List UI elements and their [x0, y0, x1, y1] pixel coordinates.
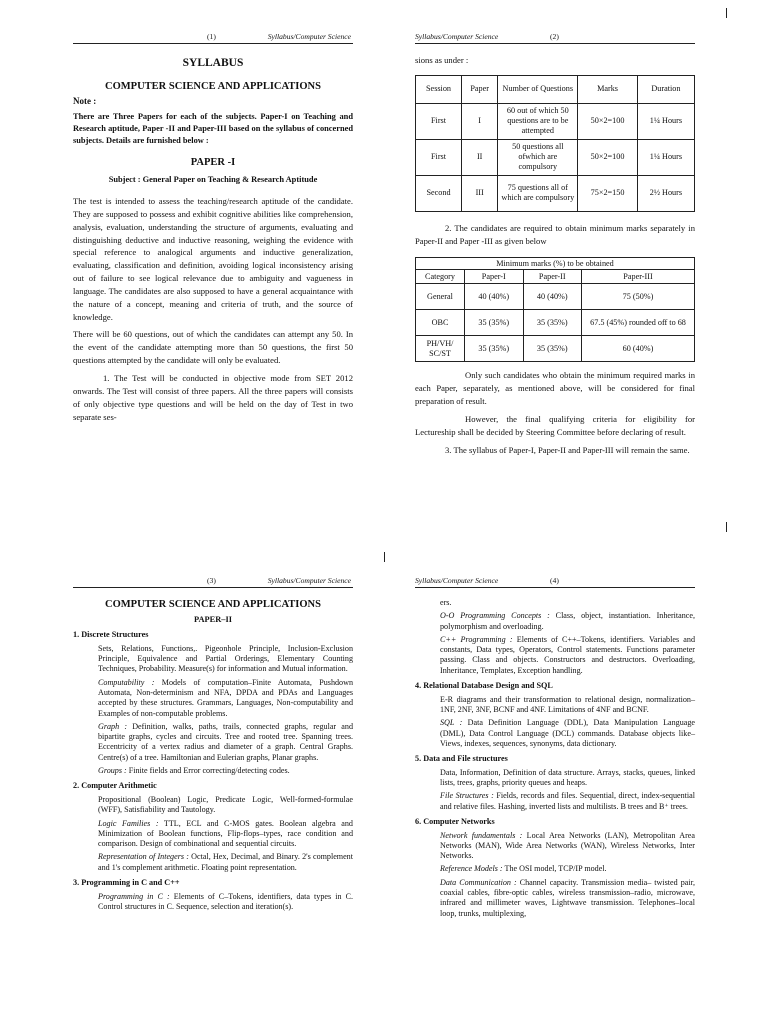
topic-text: Class, object, instantiation. Inheritance, polymorphism and overloading.	[440, 611, 695, 631]
section-text: Sets, Relations, Functions,. Pigeonhole Principle, Inclusion-Exclusion Principle, Equivalence and Partial Orderings, Elementary Counting Techniques, Probability. Measure(s) for information and Mutual information.	[98, 643, 353, 674]
topic-text: Elements of C–Tokens, identifiers, data types in C. Control structures in C. Sequence, selection and iteration(s).	[98, 891, 353, 911]
topic-text: Elements of C++–Tokens, identifiers. Variables and constants, Data types, Operators, Control statements. Functions parameter passing. Class and objects. Constructors and destructors. Overloading, Inheritance, Templates, Exception handling.	[440, 634, 695, 675]
topic-text: Octal, Hex, Decimal, and Binary. 2's complement and 1's complement arithmetic. Floating point representation.	[98, 852, 353, 872]
table-cell: II	[462, 139, 498, 175]
table-row	[416, 103, 695, 139]
topic-label: O-O Programming Concepts :	[440, 611, 550, 621]
crop-mark	[384, 552, 385, 562]
table-header: Paper-I	[465, 270, 524, 284]
table-header: Marks	[578, 75, 638, 103]
page-number: (2)	[550, 32, 559, 41]
table-row	[416, 336, 695, 362]
topic-text: The OSI model, TCP/IP model.	[502, 864, 607, 874]
table-cell: 60 out of which 50 questions are to be attempted	[498, 103, 578, 139]
section-text	[440, 718, 695, 749]
table-row	[416, 175, 695, 211]
topic-label: Network fundamentals :	[440, 830, 523, 840]
topic-label: Groups :	[98, 766, 127, 776]
table-cell: 35 (35%)	[523, 336, 582, 362]
topic-text: TTL, ECL and C-MOS gates. Boolean algebra and Minimization of Boolean functions, Flip-flops–types, race condition and comparison. Design of combinational and sequential circuits.	[98, 818, 353, 849]
table-header: Category	[416, 270, 465, 284]
table-cell: 60 (40%)	[582, 336, 695, 362]
section-text	[98, 819, 353, 850]
table-cell: 40 (40%)	[523, 284, 582, 310]
table-cell: 40 (40%)	[465, 284, 524, 310]
table-header: Paper-III	[582, 270, 695, 284]
intro-text: sions as under :	[415, 55, 469, 65]
table-row	[416, 310, 695, 336]
table-cell: 50 questions all ofwhich are compulsory	[498, 139, 578, 175]
header-title: Syllabus/Computer Science	[415, 32, 499, 41]
paragraph: There will be 60 questions, out of which the candidates can attempt any 50. In the event of the candidate attempting more than 50 questions, the first 50 questions attempted by the candidate will only be evaluated.	[73, 328, 353, 365]
paragraph: Only such candidates who obtain the minimum required marks in each Paper, separately, as mentioned above, will be considered for final preparation of result.	[415, 370, 695, 407]
section-text: ers.	[440, 598, 452, 607]
table-cell: 1¼ Hours	[637, 139, 694, 175]
crop-mark	[726, 522, 727, 532]
session-table	[415, 75, 695, 212]
topic-text: Models of computation–Finite Automata, Pushdown Automata, Non-determinism and NFA, DPDA and PDAs and Languages accepted by these structures. Grammars, Languages, Non-computability and Examples of non-computable problems.	[98, 677, 353, 718]
table-cell: 35 (35%)	[465, 336, 524, 362]
topic-label: Data Communication :	[440, 877, 517, 887]
paragraph: 1. The Test will be conducted in objective mode from SET 2012 onwards. The Test will consist of three papers. All the three papers will consists of only objective type questions and will be held on the day of Test in two separate ses-	[73, 372, 353, 422]
table-cell: 1¼ Hours	[637, 103, 694, 139]
table-cell: 67.5 (45%) rounded off to 68	[582, 310, 695, 336]
table-cell: 50×2=100	[578, 103, 638, 139]
topic-label: Representation of Integers :	[98, 852, 189, 862]
page-header	[73, 30, 353, 44]
table-cell: 75×2=150	[578, 175, 638, 211]
crop-mark	[726, 8, 727, 18]
subject-line: Subject : General Paper on Teaching & Research Aptitude	[108, 175, 318, 185]
header-title: Syllabus/Computer Science	[267, 576, 351, 585]
topic-label: C++ Programming :	[440, 634, 513, 644]
table-cell: 2½ Hours	[637, 175, 694, 211]
table-cell: 35 (35%)	[523, 310, 582, 336]
minimum-marks-table	[415, 257, 695, 363]
table-header: Duration	[637, 75, 694, 103]
section-text	[98, 722, 353, 763]
topic-label: Logic Families :	[98, 818, 159, 828]
section-text: Data, Information, Definition of data structure. Arrays, stacks, queues, linked lists, trees, graphs, priority queues and heaps.	[440, 767, 695, 788]
header-title: Syllabus/Computer Science	[415, 576, 499, 585]
page-header	[73, 574, 353, 588]
table-caption: Minimum marks (%) to be obtained	[416, 257, 695, 270]
topic-text: Definition, walks, paths, trails, connected graphs, regular and bipartite graphs, cycles and circuits. Tree and rooted tree. Spanning trees. Eccentricity of a vertex radius and diameter of a graph. Central Graphs. Centre(s) of a tree. Hamiltonian and Eulerian graphs, Planar graphs.	[98, 721, 353, 762]
note-label: Note :	[73, 96, 97, 107]
paragraph: 2. The candidates are required to obtain minimum marks separately in Paper-II and Paper -III as given below	[415, 222, 695, 246]
section-title: 6. Computer Networks	[415, 816, 495, 826]
section-title: 3. Programming in C and C++	[73, 878, 180, 888]
note-text: There are Three Papers for each of the subjects. Paper-I on Teaching and Research aptitude, Paper -II and Paper-III based on the syllabus of concerned subjects. Details are furnished below :	[73, 111, 353, 146]
topic-text: Fields, records and files. Sequential, direct, index-sequential and relative files. Hashing, inverted lists and multilists. B trees and B⁺ trees.	[440, 791, 695, 811]
section-text	[440, 864, 695, 874]
subject-title: COMPUTER SCIENCE AND APPLICATIONS	[105, 80, 321, 92]
section-text	[440, 878, 695, 919]
topic-label: Computability :	[98, 677, 155, 687]
section-text	[98, 766, 353, 776]
table-cell: III	[462, 175, 498, 211]
page-header	[415, 574, 695, 588]
page-number: (1)	[207, 32, 216, 41]
paper-heading: PAPER -I	[190, 156, 236, 168]
table-row	[416, 139, 695, 175]
topic-label: File Structures :	[440, 791, 494, 801]
table-cell: OBC	[416, 310, 465, 336]
topic-text: Data Definition Language (DDL), Data Manipulation Language (DML), Data Control Language (DCL) commands. Database objects like– Views, indexes, sequences, synonyms, data dictionary.	[440, 718, 696, 748]
topic-text: Channel capacity. Transmission media– twisted pair, coaxial cables, fibre-optic cables, wireless transmission–radio, microwave, infrared and millimeter waves, Lightwave transmission. Telephones–local loop, trunks, multiplexing,	[440, 877, 695, 918]
section-text	[98, 852, 353, 873]
table-row	[416, 284, 695, 310]
page-header	[415, 30, 695, 44]
section-text: E-R diagrams and their transformation to relational design, normalization– 1NF, 2NF, 3NF, BCNF and 4NF. Limitations of 4NF and BCNF.	[440, 694, 695, 714]
subject-title: COMPUTER SCIENCE AND APPLICATIONS	[105, 599, 321, 610]
topic-label: Reference Models :	[440, 864, 503, 874]
table-cell: 75 (50%)	[582, 284, 695, 310]
topic-label: Graph :	[98, 721, 128, 731]
topic-text: Local Area Networks (LAN), Metropolitan Area Networks (MAN), Wide Area Networks (WAN), Wireless Networks, Inter Networks.	[440, 830, 695, 861]
table-cell: 75 questions all of which are compulsory	[498, 175, 578, 211]
table-cell: 50×2=100	[578, 139, 638, 175]
table-header: Number of Questions	[498, 75, 578, 103]
page-number: (4)	[550, 576, 559, 585]
section-text	[98, 678, 353, 719]
table-cell: PH/VH/ SC/ST	[416, 336, 465, 362]
section-title: 2. Computer Arithmetic	[73, 781, 157, 791]
table-cell: Second	[416, 175, 462, 211]
table-header: Paper	[462, 75, 498, 103]
table-header: Session	[416, 75, 462, 103]
paragraph: The test is intended to assess the teaching/research aptitude of the candidate. They are supposed to possess and exhibit cognitive abilities like comprehension, analysis, evaluation, understanding the structure of arguments, evaluating and distinguishing deductive and inductive reasoning, weighing the evidence with special reference to analogical arguments and inductive generalization, evaluating, classification and definition, avoiding logical inconsistency arising out of failure to see logical relevance due to ambiguity and vagueness in language. The candidates are also supposed to have a general acquaintance with the nature of a concept, meaning and criteria of truth, and the source of knowledge.	[73, 195, 353, 323]
header-title: Syllabus/Computer Science	[267, 32, 351, 41]
table-cell: First	[416, 139, 462, 175]
paragraph: 3. The syllabus of Paper-I, Paper-II and Paper-III will remain the same.	[445, 445, 690, 456]
section-text: Propositional (Boolean) Logic, Predicate Logic, Well-formed-formulae (WFF), Satisfiability and Tautology.	[98, 794, 353, 815]
syllabus-title: SYLLABUS	[182, 57, 244, 69]
table-cell: 35 (35%)	[465, 310, 524, 336]
topic-text: Finite fields and Error correcting/detecting codes.	[126, 766, 290, 776]
section-text	[440, 831, 695, 862]
table-cell: I	[462, 103, 498, 139]
section-text	[440, 635, 695, 676]
section-title: 4. Relational Database Design and SQL	[415, 681, 553, 691]
page-number: (3)	[207, 576, 216, 585]
paragraph: However, the final qualifying criteria for eligibility for Lectureship shall be decided by Steering Committee before declaring of result.	[415, 414, 695, 438]
section-text	[440, 611, 695, 632]
section-text	[440, 791, 695, 812]
section-title: 5. Data and File structures	[415, 754, 508, 764]
section-title: 1. Discrete Structures	[73, 630, 149, 640]
table-cell: General	[416, 284, 465, 310]
topic-label: Programming in C :	[98, 891, 170, 901]
table-cell: First	[416, 103, 462, 139]
table-header: Paper-II	[523, 270, 582, 284]
section-text	[98, 892, 353, 913]
paper-heading: PAPER–II	[194, 614, 232, 624]
topic-label: SQL :	[440, 718, 463, 728]
